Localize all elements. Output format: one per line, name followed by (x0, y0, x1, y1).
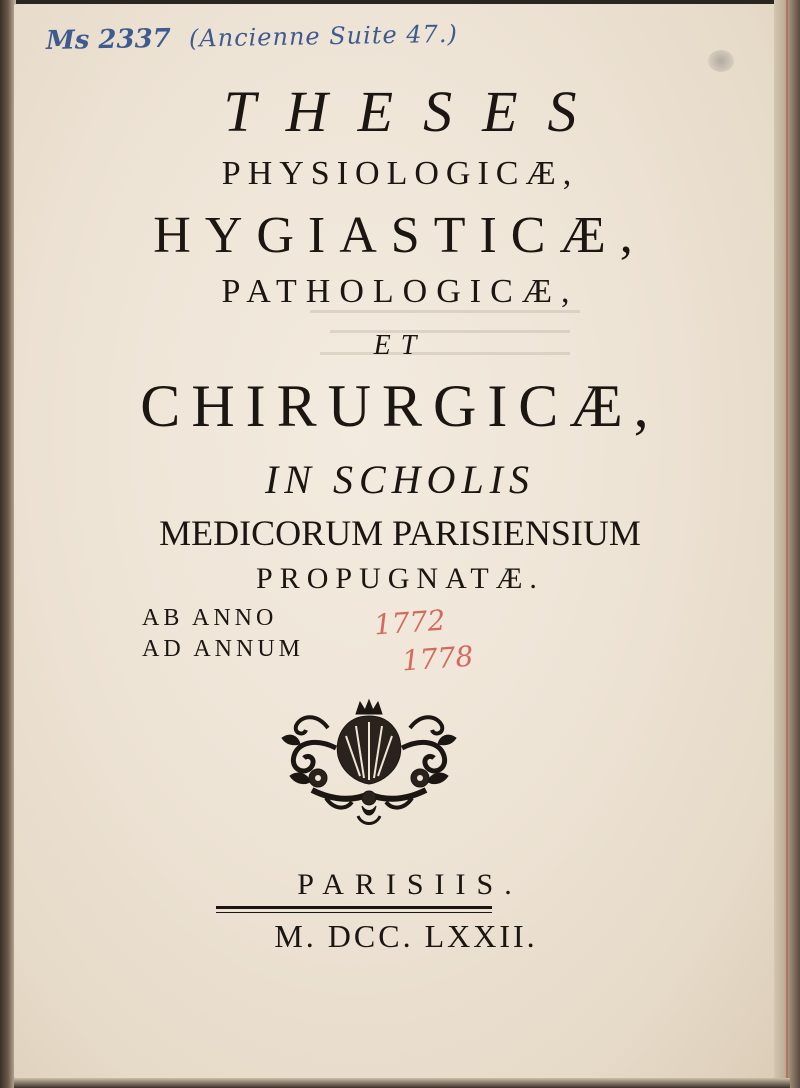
shelfmark-note: (Ancienne Suite 47.) (188, 19, 459, 53)
title-in-scholis: IN SCHOLIS (264, 457, 536, 502)
shelfmark-number: Ms 2337 (45, 23, 172, 57)
handwritten-to-year: 1778 (400, 639, 475, 678)
printers-ornament-icon (276, 698, 462, 828)
page-edge-line (786, 0, 788, 1088)
title-chirurgicae: CHIRURGICÆ, (140, 373, 660, 439)
imprint-rule-thick (216, 906, 492, 909)
from-year-label: AB ANNO (142, 605, 278, 631)
to-year-label: AD ANNUM (142, 636, 305, 662)
title-theses: THESES (223, 79, 607, 144)
title-physiologicae: PHYSIOLOGICÆ, (221, 155, 579, 192)
library-stamp-mark (708, 50, 734, 72)
imprint-date: M. DCC. LXXII. (274, 918, 538, 954)
title-et: ET (373, 330, 427, 361)
shelfmark-annotation (46, 18, 507, 66)
handwritten-from-year: 1772 (372, 603, 447, 642)
bottom-page-edge (14, 1078, 790, 1088)
imprint-rule-thin (216, 912, 492, 913)
title-propugnatae: PROPUGNATÆ. (256, 562, 544, 595)
imprint-place: PARISIIS. (297, 868, 523, 901)
title-hygiasticae: HYGIASTICÆ, (153, 207, 647, 264)
title-medicorum: MEDICORUM PARISIENSIUM (159, 513, 641, 553)
title-pathologicae: PATHOLOGICÆ, (221, 273, 579, 310)
